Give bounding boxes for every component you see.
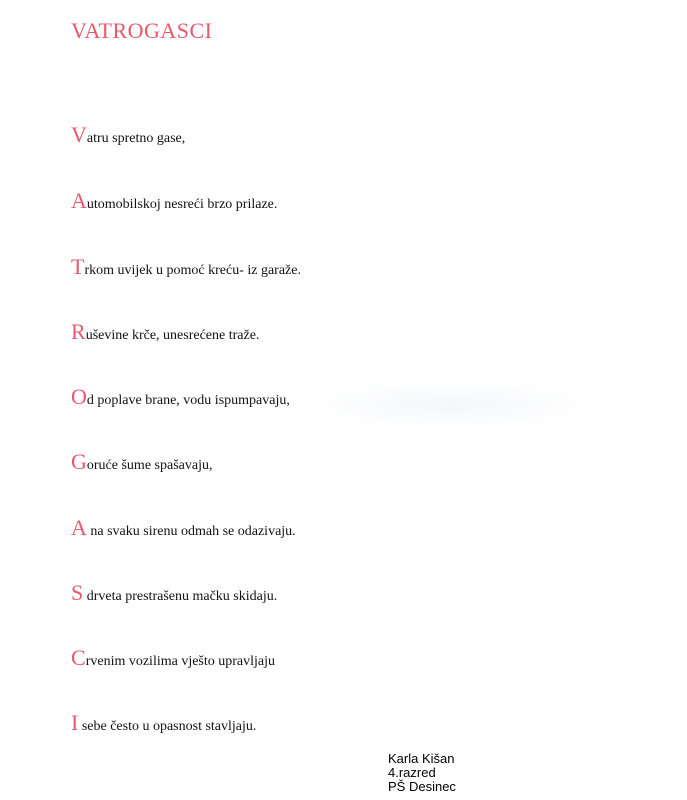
- poem-line: [71, 385, 290, 409]
- scan-smudge: [300, 380, 600, 430]
- poem-line: [71, 581, 277, 605]
- author-grade: 4.razred: [388, 765, 436, 780]
- poem-line-text: rkom uvijek u pomoć kreću- iz garaže.: [84, 263, 301, 278]
- poem-line-initial: S: [71, 580, 84, 605]
- poem-line: [71, 123, 185, 147]
- poem-line-text: utomobilskoj nesreći brzo prilaze.: [86, 197, 278, 212]
- poem-line-initial: I: [71, 710, 79, 735]
- poem-line: [71, 255, 301, 279]
- poem-line-text: atru spretno gase,: [86, 131, 186, 146]
- poem-line-text: na svaku sirenu odmah se odazivaju.: [86, 524, 296, 539]
- poem-line-initial: T: [71, 254, 85, 279]
- poem-line: [71, 320, 259, 344]
- author-signature: [388, 752, 456, 794]
- poem-title: VATROGASCI: [71, 18, 213, 43]
- poem-line-initial: G: [71, 449, 87, 474]
- poem-line-initial: R: [71, 319, 86, 344]
- poem-line-initial: A: [71, 515, 87, 540]
- poem-line-text: sebe često u opasnost stavljaju.: [78, 719, 257, 734]
- poem-line-text: uševine krče, unesrećene traže.: [85, 328, 260, 343]
- poem-line: [71, 189, 277, 213]
- poem-line-text: drveta prestrašenu mačku skidaju.: [83, 589, 278, 604]
- poem-line-text: rvenim vozilima vješto upravljaju: [85, 654, 276, 669]
- poem-line: [71, 450, 212, 474]
- author-name: Karla Kišan: [388, 751, 455, 766]
- poem-line: [71, 646, 275, 670]
- poem-line: [71, 711, 256, 735]
- poem-line-initial: A: [71, 188, 87, 213]
- poem-line-text: d poplave brane, vodu ispumpavaju,: [86, 393, 290, 408]
- author-school: PŠ Desinec: [388, 779, 456, 794]
- poem-line: [71, 516, 296, 540]
- poem-line-initial: V: [71, 122, 87, 147]
- poem-line-text: oruće šume spašavaju,: [86, 458, 213, 473]
- poem-line-initial: O: [71, 384, 87, 409]
- poem-line-initial: C: [71, 645, 86, 670]
